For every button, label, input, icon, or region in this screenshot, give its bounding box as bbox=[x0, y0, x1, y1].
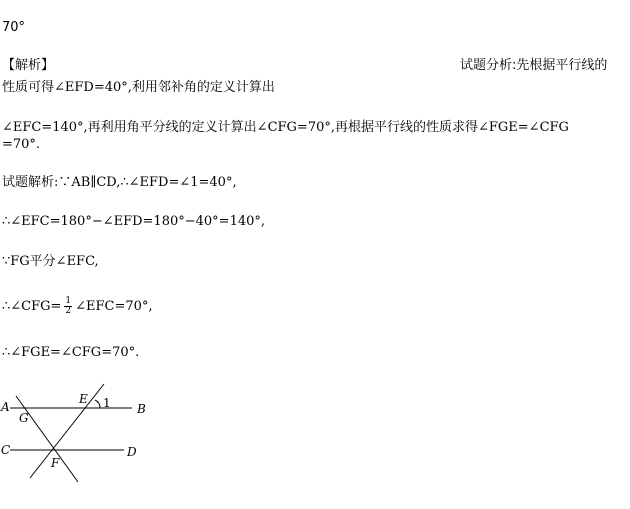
fraction-numerator: 1 bbox=[65, 296, 72, 306]
label-angle-1: 1 bbox=[103, 396, 111, 410]
label-b: B bbox=[137, 402, 146, 416]
solution-step-3: ∵FG平分∠EFC, bbox=[2, 254, 99, 269]
solution-step-1: 试题解析:∵AB∥CD,∴∠EFD=∠1=40°, bbox=[2, 175, 237, 190]
solution-step-5: ∴∠FGE=∠CFG=70°. bbox=[2, 345, 140, 360]
bisector-fg bbox=[16, 396, 78, 482]
step-4-prefix: ∴∠CFG= bbox=[2, 299, 62, 314]
geometry-figure bbox=[0, 380, 160, 490]
label-d: D bbox=[127, 445, 137, 459]
analysis-line-2: ∠EFC=140°,再利用角平分线的定义计算出∠CFG=70°,再根据平行线的性质求得∠FGE=∠CFG bbox=[2, 120, 569, 135]
jiexi-header: 【解析】 bbox=[2, 58, 55, 73]
one-half-fraction bbox=[64, 297, 72, 316]
analysis-line-3: =70°. bbox=[2, 137, 41, 152]
angle-1-arc bbox=[95, 400, 100, 408]
answer: 70° bbox=[2, 20, 26, 35]
solution-step-2: ∴∠EFC=180°−∠EFD=180°−40°=140°, bbox=[2, 214, 266, 229]
label-g: G bbox=[19, 411, 29, 425]
analysis-line-1: 性质可得∠EFD=40°,利用邻补角的定义计算出 bbox=[2, 80, 275, 95]
label-e: E bbox=[79, 392, 88, 406]
fraction-denominator: 2 bbox=[65, 306, 72, 316]
solution-step-4 bbox=[2, 295, 153, 319]
label-c: C bbox=[1, 443, 11, 457]
label-a: A bbox=[1, 400, 10, 414]
label-f: F bbox=[51, 456, 60, 470]
analysis-lead: 试题分析:先根据平行线的 bbox=[460, 58, 608, 73]
step-4-suffix: ∠EFC=70°, bbox=[75, 299, 153, 314]
